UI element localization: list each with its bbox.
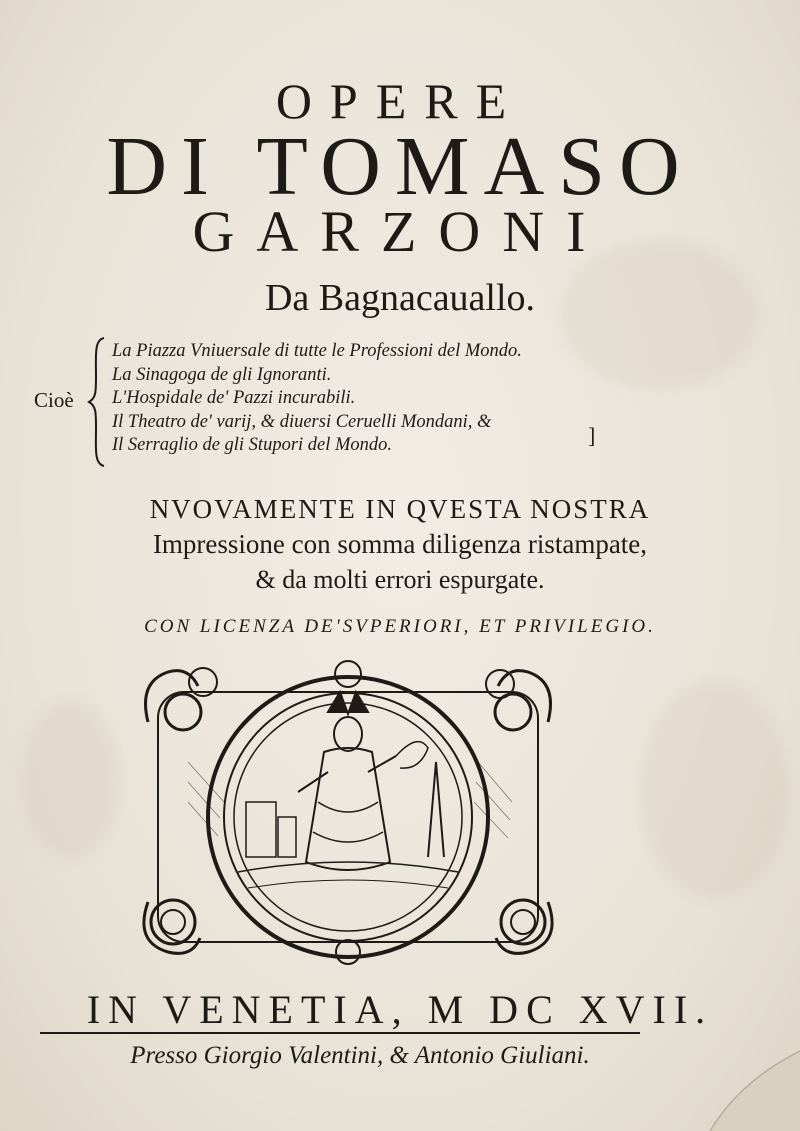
paper-stain [20,700,120,860]
title-line-garzoni: GARZONI [192,199,608,264]
notice-line-1: NVOVAMENTE IN QVESTA NOSTRA [149,494,651,524]
contents-item: La Sinagoga de gli Ignoranti. [112,364,332,385]
imprint-line: IN VENETIA, M DC XVII. [86,987,714,1032]
title-line-opere: OPERE [275,73,525,129]
subtitle-origin: Da Bagnacauallo. [264,277,536,319]
license-line: CON LICENZA DE'SVPERIORI, ET PRIVILEGIO. [144,616,656,637]
contents-list [112,340,522,458]
divider-rule [40,1032,640,1034]
paper-stain [640,680,790,900]
title-line-di-tomaso: DI TOMASO [106,120,694,213]
contents-intro: Cioè [34,388,74,412]
woodcut-icon [128,652,568,970]
contents-item: L'Hospidale de' Pazzi incurabili. [112,388,356,408]
left-brace-icon [86,336,108,468]
page-corner-fold-icon [680,1011,800,1131]
contents-item: La Piazza Vniuersale di tutte le Professioni del Mondo. [112,341,522,361]
notice-line-2: Impressione con somma diligenza ristampate, [152,529,648,559]
printers-line: Presso Giorgio Valentini, & Antonio Giuliani. [130,1042,590,1069]
notice-line-3: & da molti errori espurgate. [255,565,545,594]
right-bracket-icon: ] [588,423,596,448]
contents-item: Il Theatro de' varij, & diuersi Ceruelli Mondani, & [112,411,492,432]
contents-item: Il Serraglio de gli Stupori del Mondo. [112,435,393,455]
